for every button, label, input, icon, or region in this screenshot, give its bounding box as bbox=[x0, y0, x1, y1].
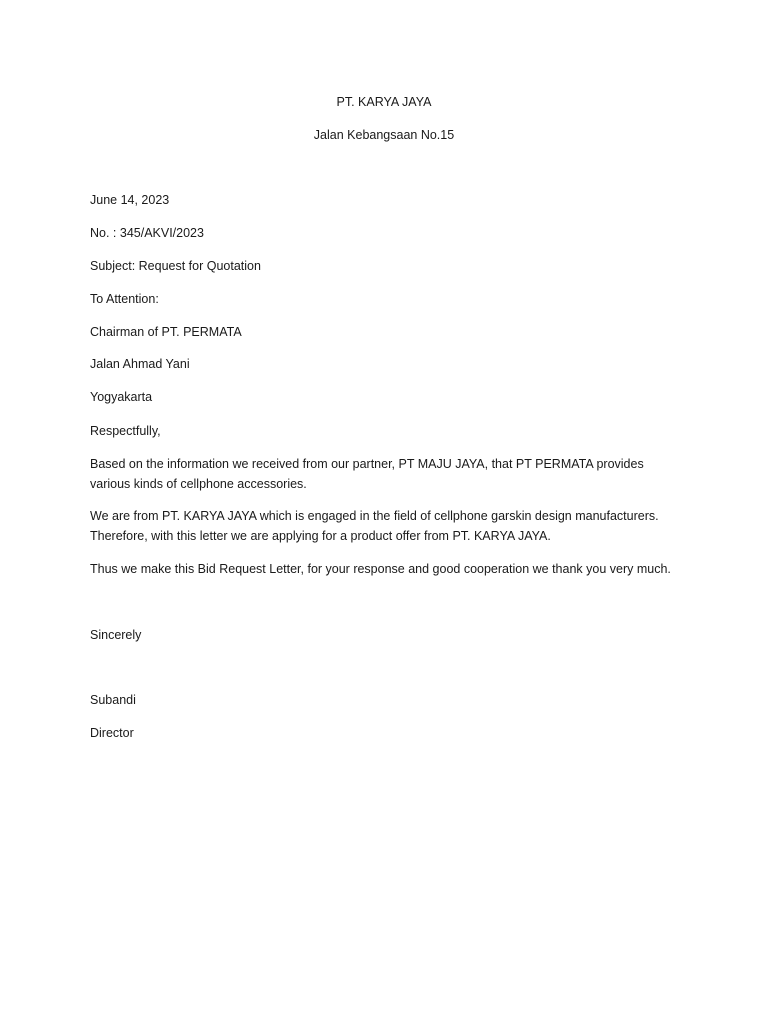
company-address: Jalan Kebangsaan No.15 bbox=[313, 128, 455, 142]
company-name: PT. KARYA JAYA bbox=[336, 95, 432, 109]
recipient-street: Jalan Ahmad Yani bbox=[90, 357, 190, 371]
letter-subject: Subject: Request for Quotation bbox=[90, 259, 261, 273]
body-paragraph-1-line-1: Based on the information we received from our partner, PT MAJU JAYA, that PT PERMATA provides bbox=[90, 457, 644, 471]
signer-title: Director bbox=[90, 726, 134, 740]
body-paragraph-1-line-2: various kinds of cellphone accessories. bbox=[90, 476, 307, 491]
closing-salutation: Sincerely bbox=[90, 628, 142, 642]
body-paragraph-1 bbox=[90, 455, 690, 494]
signer-name: Subandi bbox=[90, 693, 136, 707]
attention-label: To Attention: bbox=[90, 292, 159, 306]
body-paragraph-3: Thus we make this Bid Request Letter, for your response and good cooperation we thank you very much. bbox=[90, 562, 671, 576]
body-paragraph-2-line-2: Therefore, with this letter we are applying for a product offer from PT. KARYA JAYA. bbox=[90, 528, 551, 543]
letter-number: No. : 345/AKVI/2023 bbox=[90, 226, 204, 240]
body-paragraph-2-line-1: We are from PT. KARYA JAYA which is engaged in the field of cellphone garskin design manufacturers. bbox=[90, 509, 659, 523]
recipient-city: Yogyakarta bbox=[90, 390, 153, 404]
greeting: Respectfully, bbox=[90, 424, 161, 438]
letter-date: June 14, 2023 bbox=[90, 193, 170, 207]
body-paragraph-2 bbox=[90, 507, 690, 546]
recipient-name: Chairman of PT. PERMATA bbox=[90, 325, 242, 339]
